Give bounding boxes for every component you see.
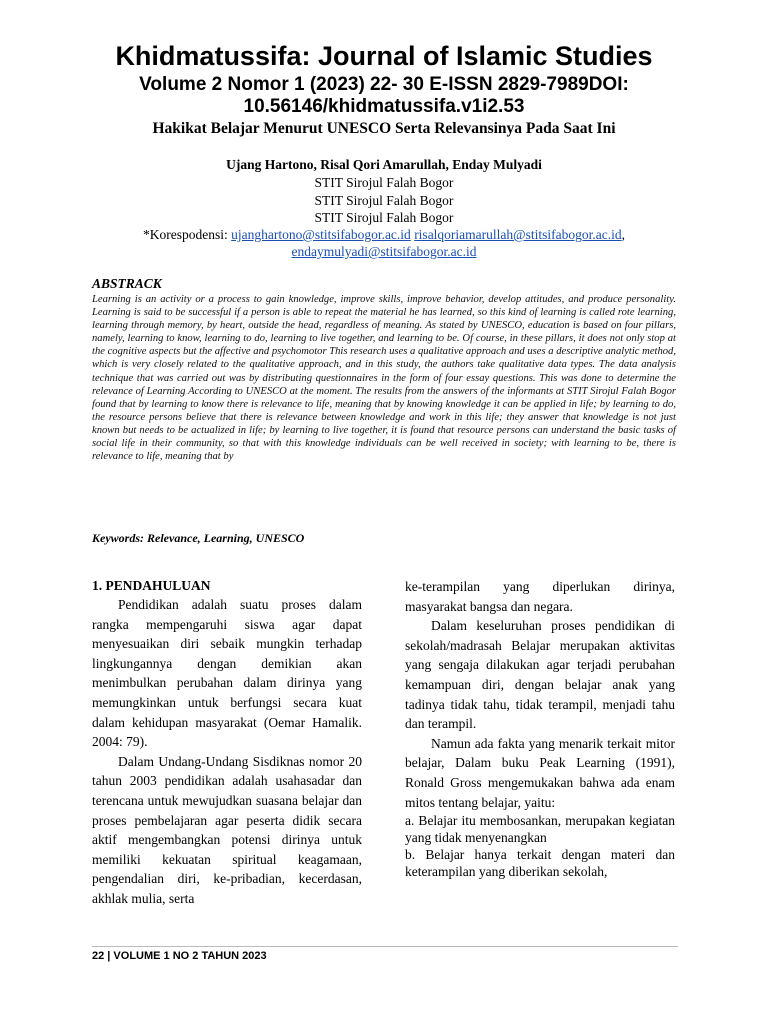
page-footer: 22 | VOLUME 1 NO 2 TAHUN 2023 [92, 950, 267, 962]
paragraph: Dalam keseluruhan proses pendidikan di sekolah/madrasah Belajar merupakan aktivitas yang sengaja dilakukan agar terjadi perubahan kemampuan diri, dengan belajar anak yang tadinya tidak tahu, tidak terampil, menjadi tahu dan terampil. [405, 618, 675, 732]
affiliation: STIT Sirojul Falah Bogor [314, 175, 454, 190]
abstract-heading: ABSTRACK [92, 276, 162, 291]
comma: , [621, 227, 625, 242]
affiliations [0, 174, 768, 227]
journal-title: Khidmatussifa: Journal of Islamic Studies [115, 41, 653, 71]
correspondence [60, 226, 708, 260]
paragraph-continuation: ke-terampilan yang diperlukan dirinya, masyarakat bangsa dan negara. [405, 579, 675, 614]
list-item: a. Belajar itu membosankan, merupakan kegiatan yang tidak menyenangkan [405, 813, 675, 845]
footer-divider [92, 946, 678, 947]
authors: Ujang Hartono, Risal Qori Amarullah, Enday Mulyadi [226, 157, 542, 172]
paragraph: Pendidikan adalah suatu proses dalam rangka mempengaruhi siswa agar dapat menyesuaikan diri sebaik mungkin terhadap lingkungannya dengan demikian akan menimbulkan perubahan dalam dirinya yang memungkinkan untuk berfungsi secara kuat dalam kehidupan masyarakat (Oemar Hamalik. 2004: 79). [92, 597, 362, 750]
list-item: b. Belajar hanya terkait dengan materi dan keterampilan yang diberikan sekolah, [405, 847, 675, 879]
email-link-enday[interactable]: endaymulyadi@stitsifabogor.ac.id [291, 244, 477, 259]
left-column [92, 577, 362, 909]
email-link-risal[interactable]: risalqoriamarullah@stitsifabogor.ac.id [414, 227, 622, 242]
right-column [405, 577, 675, 880]
keywords: Keywords: Relevance, Learning, UNESCO [92, 531, 305, 545]
article-title: Hakikat Belajar Menurut UNESCO Serta Relevansinya Pada Saat Ini [152, 120, 616, 137]
section-heading: 1. PENDAHULUAN [92, 578, 211, 593]
affiliation: STIT Sirojul Falah Bogor [314, 210, 454, 225]
affiliation: STIT Sirojul Falah Bogor [314, 192, 454, 208]
abstract-body: Learning is an activity or a process to gain knowledge, improve skills, improve behavior, develop attitudes, and produce personality. Learning is said to be successful if a person is able to repeat the material he has learned, so this kind of learning is called rote learning, learning through memory, by heart, outside the head, regardless of meaning. As stated by UNESCO, education is based on four pillars, namely, learning to know, learning to do, learning to live together, and learning to be. Of course, in these pillars, it does not only stop at the cognitive aspects but the affective and psychomotor This research uses a qualitative approach and uses a descriptive analytic method, which is very closely related to the qualitative approach, and in this study, the authors take qualitative data types. The data analysis technique that was carried out was by distributing questionnaires in the form of four essay questions. This was done to determine the relevance of Learning According to UNESCO at the moment. The results from the answers of the informants at STIT Sirojul Falah Bogor found that by learning to know there is relevance to life, meaning that by knowing knowledge it can be applied in life; by learning to do, the resource persons believe that there is relevance between knowledge and work in this life; they answer that knowledge is not just known but needs to be actualized in life; by learning to live together, it is found that resource persons can understand the basic tasks of social life in their community, so that with this knowledge individuals can be well received in society; with learning to be, there is relevance to life, meaning that by [92, 294, 676, 463]
email-link-ujang[interactable]: ujanghartono@stitsifabogor.ac.id [231, 227, 411, 242]
correspondence-label: *Korespodensi: [143, 227, 228, 242]
paragraph: Dalam Undang-Undang Sisdiknas nomor 20 tahun 2003 pendidikan adalah usahasadar dan terencana untuk mewujudkan suasana belajar dan proses pembelajaran agar peserta didik secara aktif mengembangkan potensi dirinya untuk memiliki kekuatan spiritual keagamaan, pengendalian diri, ke-pribadian, kecerdasan, akhlak mulia, serta [92, 753, 362, 906]
paragraph: Namun ada fakta yang menarik terkait mitor belajar, Dalam buku Peak Learning (1991), Ronald Gross mengemukakan bahwa ada enam mitos tentang belajar, yaitu: [405, 735, 675, 810]
journal-volume-doi: Volume 2 Nomor 1 (2023) 22- 30 E-ISSN 2829-7989DOI: 10.56146/khidmatussifa.v1i2.53 [139, 74, 629, 117]
